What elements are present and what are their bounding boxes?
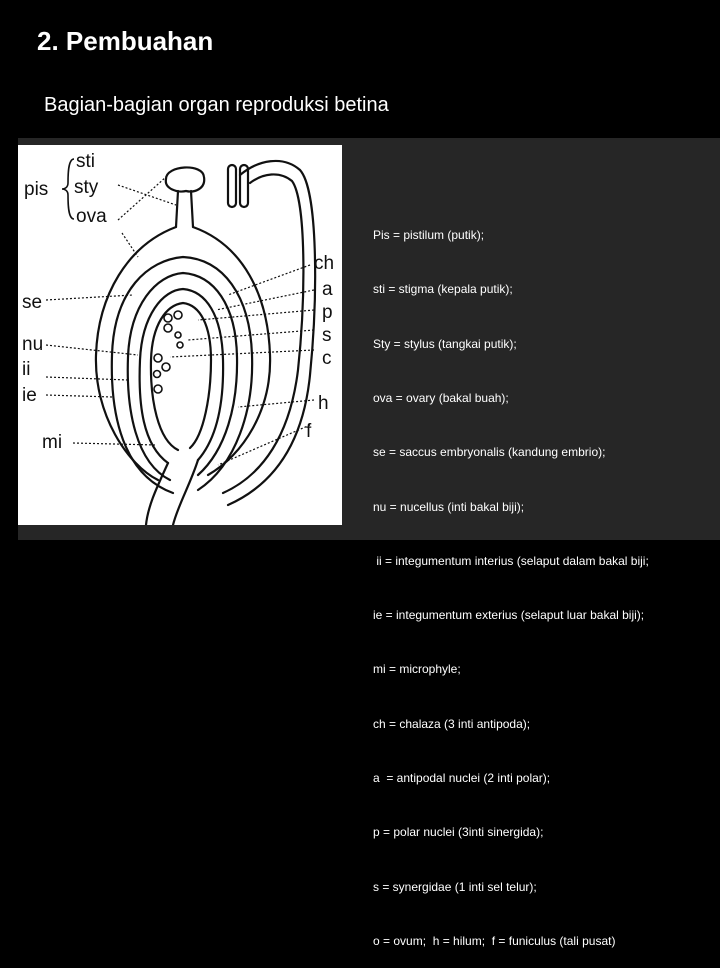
legend-item: mi = microphyle;	[373, 662, 461, 677]
slide-title: 2. Pembuahan	[37, 26, 214, 56]
legend-item: ch = chalaza (3 inti antipoda);	[373, 716, 531, 731]
legend-item: Pis = pistilum (putik);	[373, 228, 485, 243]
legend-item: s = synergidae (1 inti sel telur);	[373, 879, 537, 894]
legend-item: nu = nucellus (inti bakal biji);	[373, 499, 525, 514]
legend-item: p = polar nuclei (3inti sinergida);	[373, 825, 544, 840]
label-ii: ii	[22, 359, 31, 380]
legend-item: o = ovum; h = hilum; f = funiculus (tali pusat)	[373, 933, 616, 948]
label-sty: sty	[74, 177, 99, 198]
label-se: se	[22, 292, 43, 313]
label-f: f	[306, 421, 312, 442]
label-s: s	[322, 325, 332, 346]
pollen-tube	[228, 165, 236, 207]
label-a: a	[322, 279, 333, 300]
legend-item: ie = integumentum exterius (selaput luar bakal biji);	[373, 608, 645, 623]
label-h: h	[318, 393, 329, 414]
label-c: c	[322, 348, 332, 369]
legend-item: a = antipodal nuclei (2 inti polar);	[373, 771, 551, 785]
label-sti: sti	[76, 151, 95, 172]
label-ch: ch	[314, 253, 335, 274]
style-shape	[176, 191, 193, 227]
label-pis: pis	[24, 179, 49, 200]
label-ova: ova	[76, 206, 107, 227]
label-mi: mi	[42, 432, 63, 453]
ovule-diagram	[18, 145, 342, 525]
legend-item: ova = ovary (bakal buah);	[373, 391, 509, 406]
label-p: p	[322, 302, 333, 323]
legend-item: Sty = stylus (tangkai putik);	[373, 336, 517, 351]
label-nu: nu	[22, 334, 44, 355]
legend-list	[373, 190, 649, 968]
legend-item: ii = integumentum interius (selaput dalam bakal biji;	[373, 553, 649, 568]
legend-item: se = saccus embryonalis (kandung embrio);	[373, 445, 606, 460]
stigma-shape	[166, 167, 204, 191]
slide-subtitle: Bagian-bagian organ reproduksi betina	[44, 94, 389, 116]
label-ie: ie	[22, 385, 37, 406]
legend-item: sti = stigma (kepala putik);	[373, 282, 513, 297]
